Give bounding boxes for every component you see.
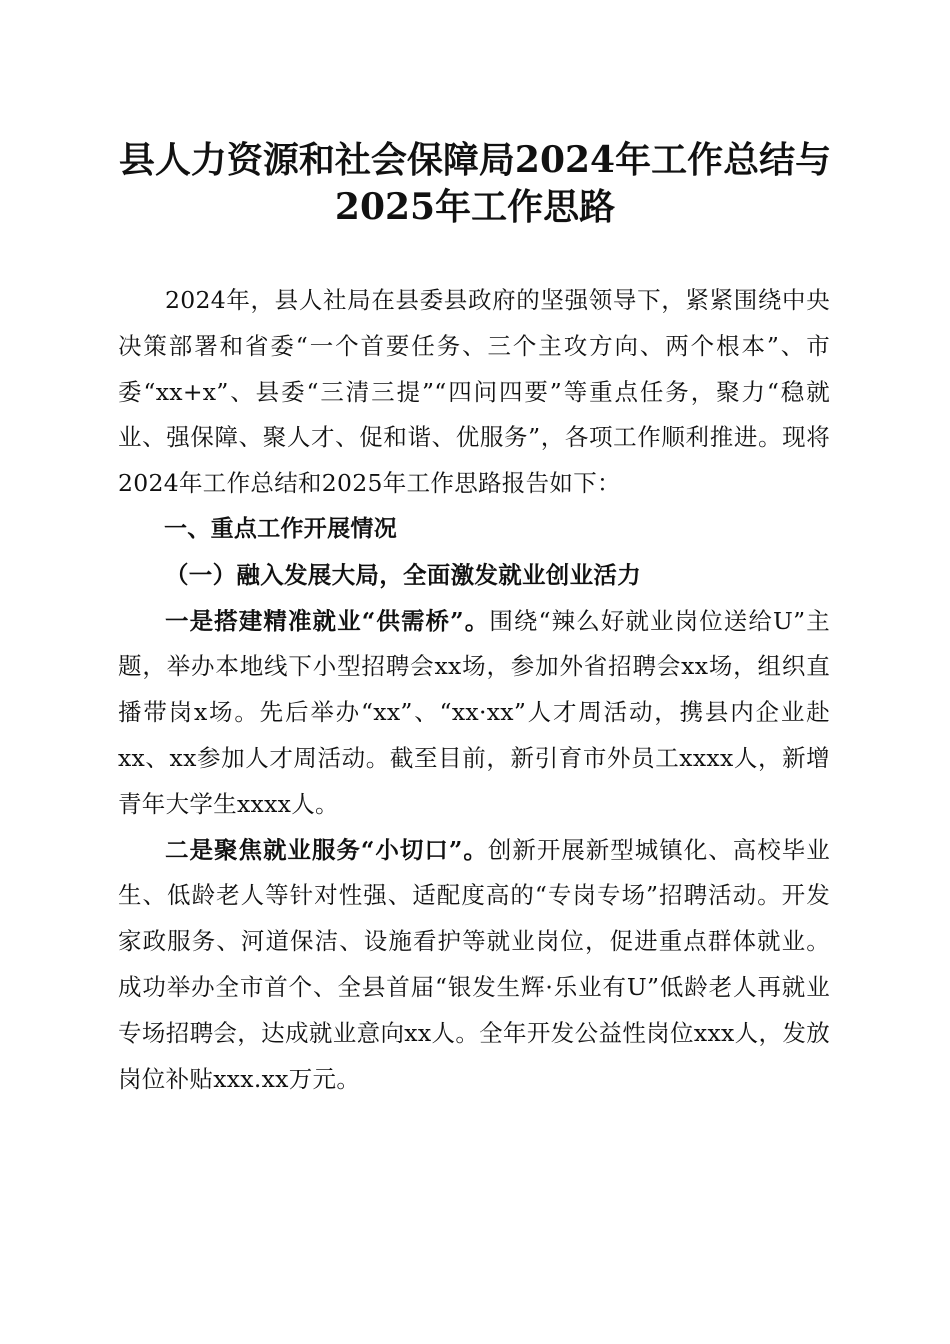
document-title-line2: 2025年工作思路 — [334, 186, 616, 228]
paragraph-1-text: 围绕“辣么好就业岗位送给U”主题，举办本地线下小型招聘会xx场，参加外省招聘会xx场，组织直播带岗x场。先后举办“xx”、“xx·xx”人才周活动，携县内企业赴xx、xx参加人才周活动。截至目前，新引育市外员工xxxx人，新增青年大学生xxxx人。 — [118, 606, 830, 818]
paragraph-2-lead: 二是聚焦就业服务“小切口”。 — [165, 835, 488, 864]
paragraph-2 — [118, 828, 830, 1103]
document-title-line1: 县人力资源和社会保障局2024年工作总结与 — [118, 139, 832, 181]
intro-paragraph: 2024年，县人社局在县委县政府的坚强领导下，紧紧围绕中央决策部署和省委“一个首要任务、三个主攻方向、两个根本”、市委“xx+x”、县委“三清三提”“四问四要”等重点任务，聚力“稳就业、强保障、聚人才、促和谐、优服务”，各项工作顺利推进。现将2024年工作总结和2025年工作思路报告如下： — [118, 286, 830, 498]
section-heading: 一、重点工作开展情况 — [164, 515, 397, 542]
paragraph-1 — [118, 599, 830, 828]
document-body — [118, 278, 830, 1102]
subsection-heading: （一）融入发展大局，全面激发就业创业活力 — [165, 560, 641, 589]
paragraph-2-text: 创新开展新型城镇化、高校毕业生、低龄老人等针对性强、适配度高的“专岗专场”招聘活动。开发家政服务、河道保洁、设施看护等就业岗位，促进重点群体就业。成功举办全市首个、全县首届“银发生辉·乐业有U”低龄老人再就业专场招聘会，达成就业意向xx人。全年开发公益性岗位xxx人，发放岗位补贴xxx.xx万元。 — [118, 835, 830, 1093]
paragraph-1-lead: 一是搭建精准就业“供需桥”。 — [165, 606, 490, 635]
